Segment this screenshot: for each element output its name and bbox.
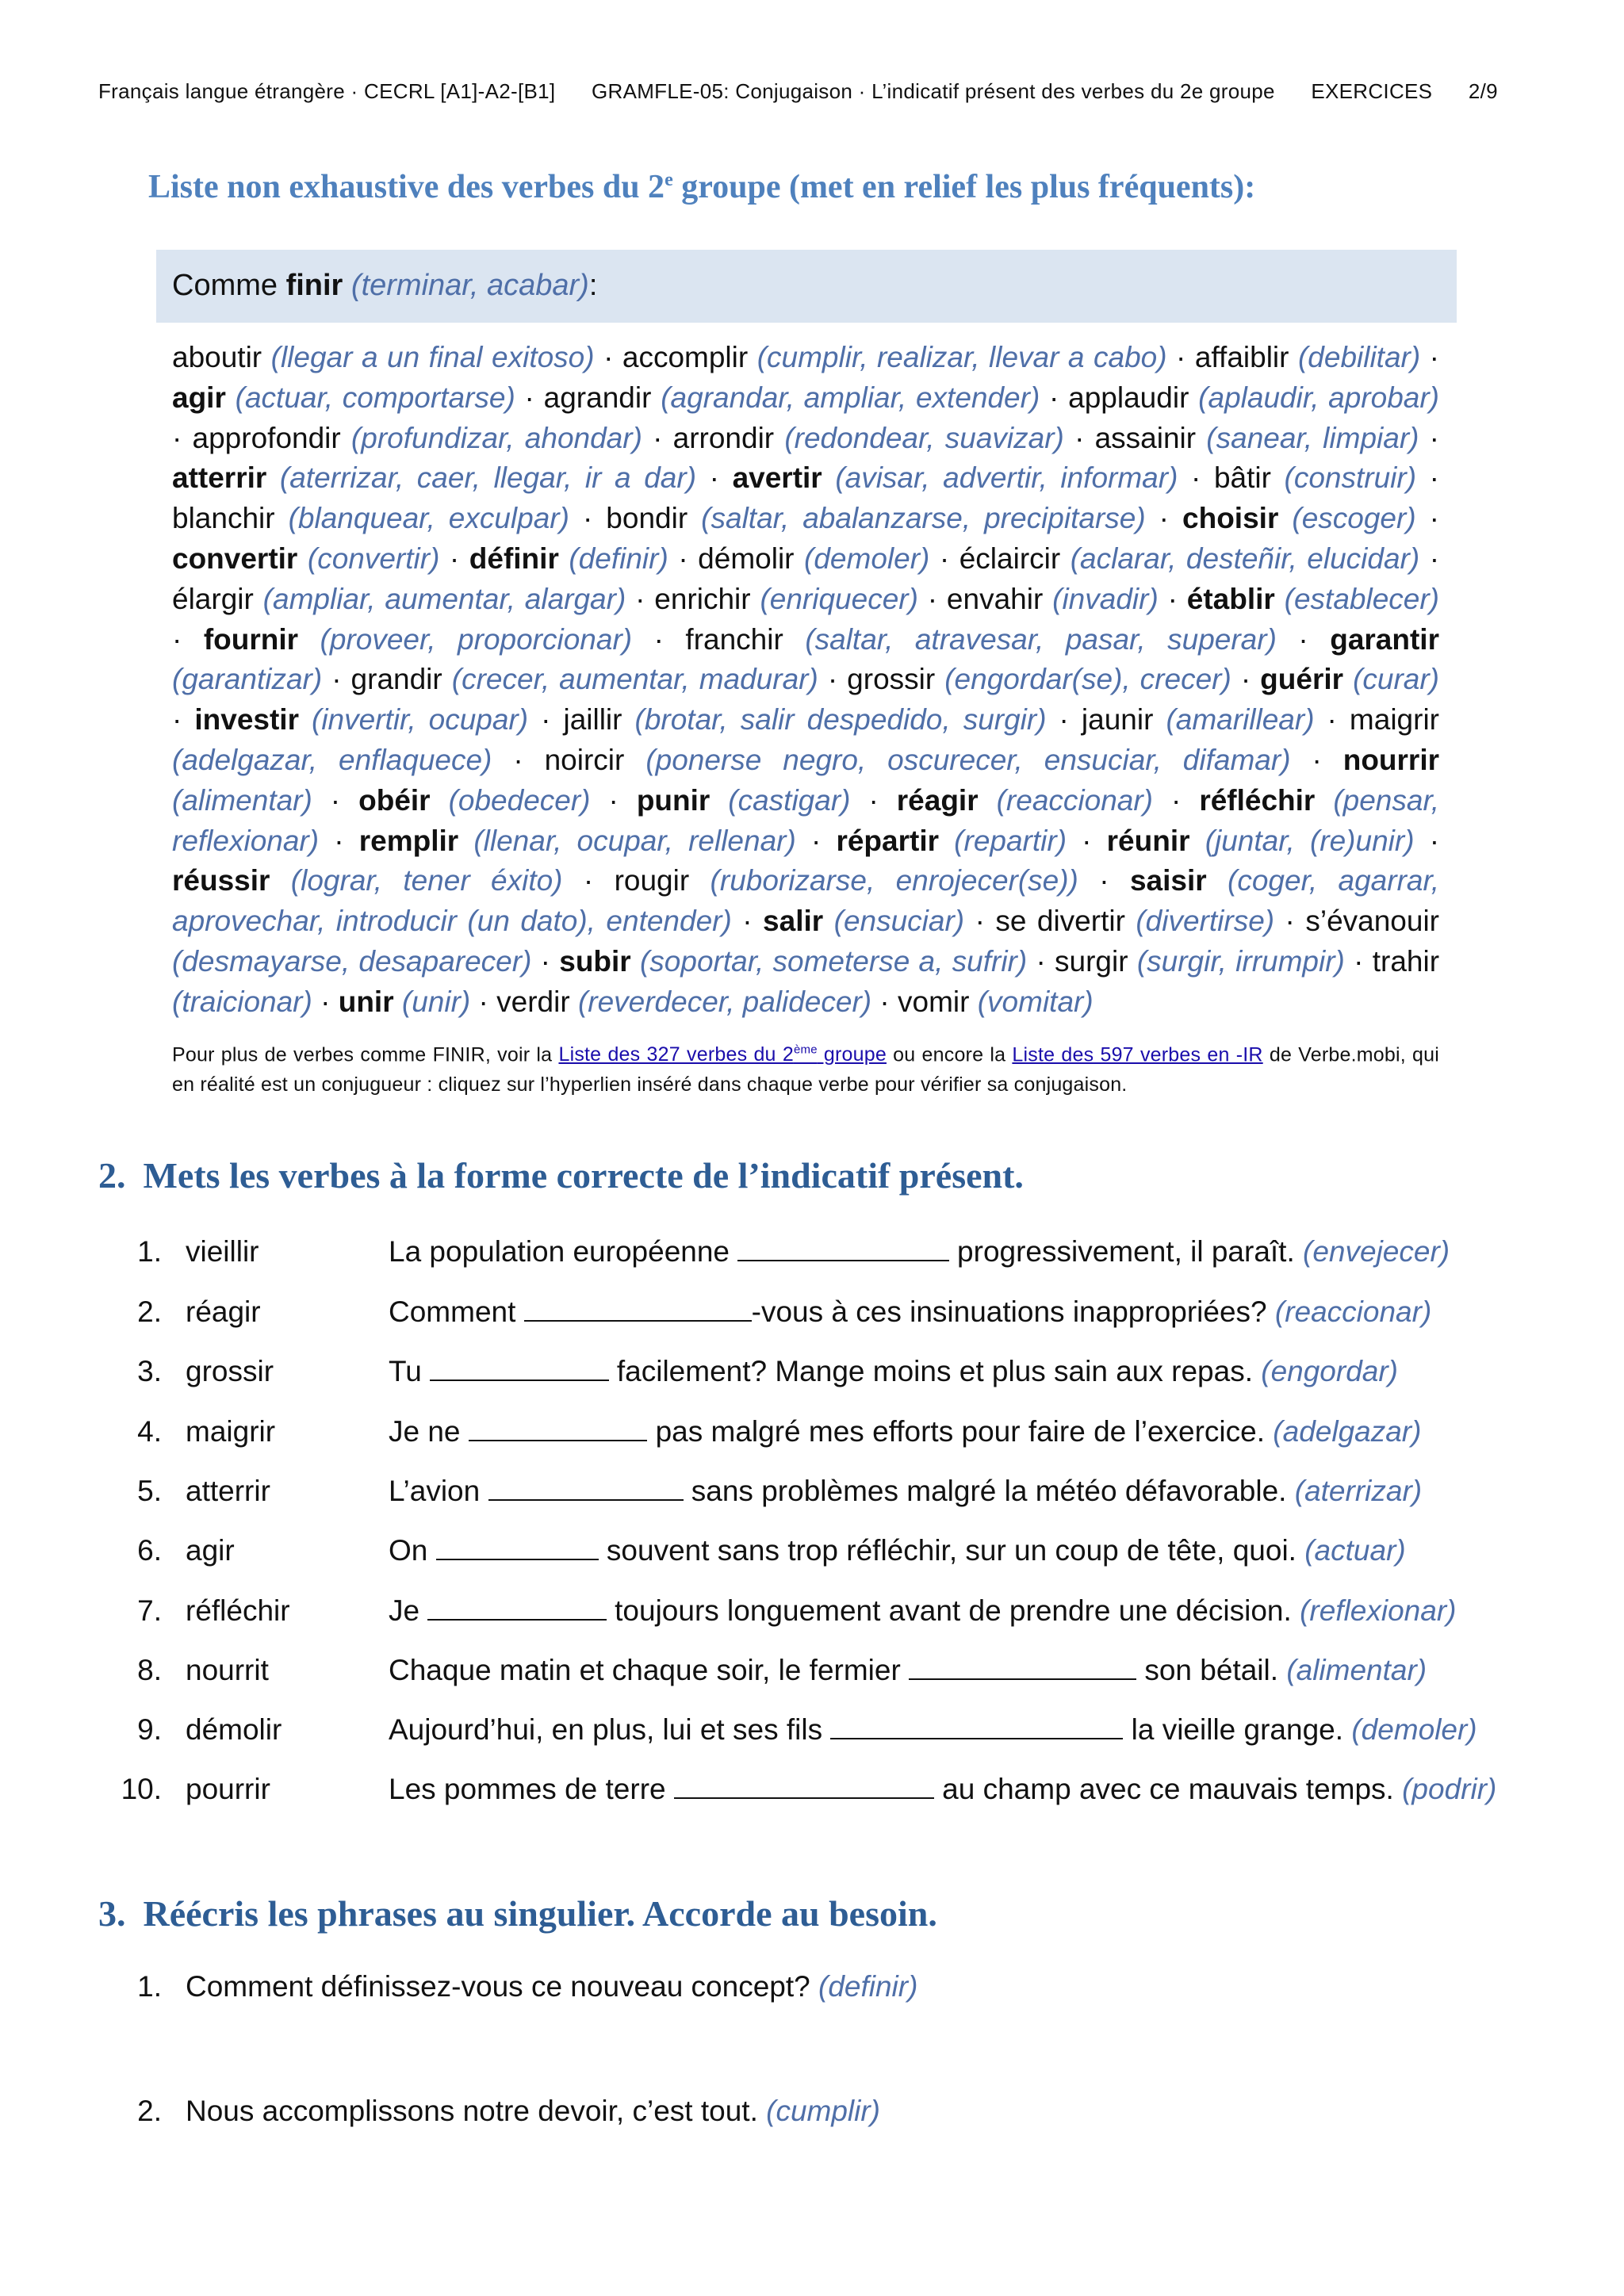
exercise-verb: démolir — [186, 1713, 282, 1746]
verb-translation: (demoler) — [804, 541, 930, 575]
verb-translation: (curar) — [1353, 663, 1440, 696]
verb-translation: (repartir) — [954, 824, 1067, 857]
rewrite-sentence — [186, 2095, 880, 2128]
verb-translation: (avisar, advertir, informar) — [835, 461, 1178, 495]
verb-list: aboutir (llegar a un final exitoso) · accomplir (cumplir, realizar, llevar a cabo) · affaiblir (debilitar) · agir (actuar, comportarse) · agrandir (agrandar, ampliar, extender) · applaudir (aplaudir, aprobar) · approfondir (profundizar, ahondar) · arrondir (redondear, suavizar) · assainir (sanear, limpiar) · atterrir (aterrizar, caer, llegar, ir a dar) · avertir (avisar, advertir, informar) · bâtir (construir) · blanchir (blanquear, exculpar) · bondir (saltar, abalanzarse, precipitarse) · choisir (escoger) · convertir (convertir) · définir (definir) · démolir (demoler) · éclaircir (aclarar, desteñir, elucidar) · élargir (ampliar, aumentar, alargar) · enrichir (enriquecer) · envahir (invadir) · établir (establecer) · fournir (proveer, proporcionar) · franchir (saltar, atravesar, pasar, superar) · garantir (garantizar) · grandir (crecer, aumentar, madurar) · grossir (engordar(se), crecer) · guérir (curar) · investir (invertir, ocupar) · jaillir (brotar, salir despedido, surgir) · jaunir (amarillear) · maigrir (adelgazar, enflaquece) · noircir (ponerse negro, oscurecer, ensuciar, difamar) · nourrir (alimentar) · obéir (obedecer) · punir (castigar) · réagir (reaccionar) · réfléchir (pensar, reflexionar) · remplir (llenar, ocupar, rellenar) · répartir (repartir) · réunir (juntar, (re)unir) · réussir (lograr, tener éxito) · rougir (ruborizarse, enrojecer(se)) · saisir (coger, agarrar, aprovechar, introducir (un dato), entender) · salir (ensuciar) · se divertir (divertirse) · s’évanouir (desmayarse, desaparecer) · subir (soportar, someterse a, sufrir) · surgir (surgir, irrumpir) · trahir (traicionar) · unir (unir) · verdir (reverdecer, palidecer) · vomir (vomitar) — [172, 341, 1440, 1018]
note-text-end: de Verbe.mobi, qui en réalité est un conjugueur : cliquez sur l’hyperlien inséré dans chaque verbe pour vérifier sa conjugaison. — [172, 1043, 1440, 1096]
verb-translation: (unir) — [401, 985, 471, 1018]
translation-hint: (cumplir) — [766, 2095, 881, 2127]
exercise-sentence — [389, 1295, 1431, 1329]
verb-translation: (convertir) — [307, 541, 440, 575]
verb-translation: (blanquear, exculpar) — [288, 502, 569, 535]
sentence-before: On — [389, 1534, 436, 1567]
verb-translation: (divertirse) — [1136, 905, 1275, 938]
sentence-after: sans problèmes malgré la météo défavorable. — [683, 1475, 1295, 1507]
verb-translation: (brotar, salir despedido, surgir) — [634, 703, 1047, 737]
answer-blank[interactable] — [737, 1236, 949, 1261]
verb-translation: (saltar, abalanzarse, precipitarse) — [701, 502, 1146, 535]
exercise-sentence — [389, 1534, 1406, 1567]
model-verb-translation: (terminar, acabar) — [350, 269, 589, 302]
answer-blank[interactable] — [469, 1416, 648, 1441]
verb-entry: jaillir — [563, 703, 622, 737]
sentence-before: Aujourd’hui, en plus, lui et ses fils — [389, 1713, 831, 1746]
exercise-row — [0, 1415, 1624, 1455]
section-3-title — [98, 1892, 937, 1934]
sentence-after: au champ avec ce mauvais temps. — [933, 1773, 1403, 1805]
verb-translation: (construir) — [1284, 461, 1417, 495]
exercise-number: 3. — [137, 1355, 162, 1387]
header-page-number: 2/9 — [1468, 79, 1498, 103]
verb-entry: choisir — [1182, 502, 1279, 535]
more-verbs-note — [172, 1035, 1439, 1100]
verb-translation: (proveer, proporcionar) — [320, 622, 633, 656]
exercise-sentence — [389, 1713, 1477, 1747]
translation-hint: (envejecer) — [1303, 1235, 1450, 1268]
answer-blank[interactable] — [674, 1774, 934, 1799]
header-kind: EXERCICES — [1311, 79, 1433, 103]
exercise-verb: grossir — [186, 1355, 274, 1387]
exercise-verb: vieillir — [186, 1235, 259, 1268]
model-verb: finir — [285, 269, 343, 302]
exercise-number: 1. — [137, 1235, 162, 1268]
verb-translation: (reverdecer, palidecer) — [577, 985, 872, 1018]
sentence-after: -vous à ces insinuations inappropriées? — [751, 1295, 1275, 1328]
verb-entry: rougir — [614, 864, 690, 897]
verb-entry: verdir — [496, 985, 570, 1018]
answer-blank[interactable] — [488, 1475, 684, 1501]
sentence-text: Comment définissez-vous ce nouveau concept? — [186, 1970, 818, 2003]
verb-translation: (coger, agarrar, aprovechar, introducir (un dato), entender) — [172, 864, 1440, 938]
verb-translation: (ponerse negro, oscurecer, ensuciar, difamar) — [645, 743, 1291, 776]
verb-translation: (lograr, tener éxito) — [290, 864, 563, 897]
sentence-before: Les pommes de terre — [389, 1773, 674, 1805]
verb-entry: applaudir — [1068, 381, 1189, 414]
verb-entry: garantir — [1330, 622, 1439, 656]
answer-blank[interactable] — [436, 1535, 599, 1560]
header-course: Français langue étrangère · CECRL [A1]-A2-[B1] — [98, 79, 556, 103]
exercise-row — [0, 1594, 1624, 1634]
verb-entry: réunir — [1106, 824, 1190, 857]
verb-entry: envahir — [946, 582, 1044, 615]
translation-hint: (demoler) — [1351, 1713, 1477, 1746]
translation-hint: (engordar) — [1261, 1355, 1399, 1387]
translation-hint: (aterrizar) — [1294, 1475, 1423, 1507]
verb-list-title-sup: e — [665, 170, 673, 190]
verb-translation: (establecer) — [1284, 582, 1440, 615]
verb-entry: accomplir — [622, 341, 749, 373]
verb-entry: se divertir — [995, 905, 1125, 938]
verb-translation: (aclarar, desteñir, elucidar) — [1070, 541, 1420, 575]
sentence-after: son bétail. — [1136, 1654, 1287, 1686]
verb-translation: (enriquecer) — [760, 582, 918, 615]
verb-entry: subir — [559, 944, 631, 978]
verb-translation: (engordar(se), crecer) — [944, 663, 1231, 696]
sentence-before: Je — [389, 1594, 428, 1627]
verb-entry: réfléchir — [1199, 783, 1316, 817]
sentence-after: facilement? Mange moins et plus sain aux repas. — [608, 1355, 1262, 1387]
verb-translation: (escoger) — [1292, 502, 1416, 535]
model-verb-line — [172, 269, 597, 303]
verb-translation: (agrandar, ampliar, extender) — [661, 381, 1040, 414]
exercise-sentence — [389, 1415, 1421, 1448]
verb-translation: (llenar, ocupar, rellenar) — [473, 824, 796, 857]
verb-translation: (soportar, someterse a, sufrir) — [639, 944, 1028, 978]
answer-blank[interactable] — [830, 1714, 1123, 1739]
verb-translation: (cumplir, realizar, llevar a cabo) — [756, 341, 1167, 373]
verb-entry: agrandir — [543, 381, 652, 414]
sentence-before: Tu — [389, 1355, 431, 1387]
answer-blank[interactable] — [427, 1595, 607, 1621]
exercise-sentence — [389, 1773, 1496, 1806]
verb-translation: (crecer, aumentar, madurar) — [451, 663, 818, 696]
verb-translation: (traicionar) — [172, 985, 312, 1018]
sentence-text: Nous accomplissons notre devoir, c’est tout. — [186, 2095, 767, 2127]
verb-entry: surgir — [1055, 944, 1128, 978]
verb-translation: (desmayarse, desaparecer) — [172, 944, 532, 978]
exercise-verb: réfléchir — [186, 1594, 290, 1627]
exercise-sentence — [389, 1594, 1456, 1628]
exercise-row — [0, 1713, 1624, 1753]
verb-entry: réagir — [896, 783, 979, 817]
verb-entry: grossir — [847, 663, 936, 696]
exercise-verb: nourrit — [186, 1654, 269, 1686]
verb-translation: (llegar a un final exitoso) — [270, 341, 595, 373]
sentence-after: toujours longuement avant de prendre une décision. — [606, 1594, 1300, 1627]
section-3-heading: Réécris les phrases au singulier. Accorde au besoin. — [143, 1893, 937, 1934]
verb-list-title-text-end: groupe (met en relief les plus fréquents): — [672, 169, 1256, 205]
verb-translation: (aterrizar, caer, llegar, ir a dar) — [279, 461, 697, 495]
verb-translation: (sanear, limpiar) — [1206, 421, 1419, 454]
verb-translation: (alimentar) — [172, 783, 312, 817]
verb-translation: (castigar) — [728, 783, 851, 817]
verb-entry: convertir — [172, 541, 298, 575]
header-module: GRAMFLE-05: Conjugaison · L’indicatif présent des verbes du 2e groupe — [591, 79, 1275, 103]
verb-entry: bâtir — [1213, 461, 1271, 495]
exercise-number: 9. — [137, 1713, 162, 1746]
verb-entry: arrondir — [672, 421, 775, 454]
verb-entry: assainir — [1094, 421, 1197, 454]
verb-translation: (redondear, suavizar) — [784, 421, 1064, 454]
verb-entry: guérir — [1260, 663, 1344, 696]
verb-translation: (actuar, comportarse) — [235, 381, 515, 414]
exercise-row — [0, 1475, 1624, 1514]
exercise-number: 10. — [121, 1773, 162, 1805]
verb-entry: salir — [763, 905, 824, 938]
model-verb-colon: : — [588, 269, 598, 302]
answer-blank[interactable] — [430, 1356, 609, 1381]
verb-entry: obéir — [358, 783, 431, 817]
answer-blank[interactable] — [909, 1655, 1136, 1680]
sentence-before: Chaque matin et chaque soir, le fermier — [389, 1654, 910, 1686]
verb-entry: enrichir — [654, 582, 751, 615]
sentence-after: souvent sans trop réfléchir, sur un coup de tête, quoi. — [598, 1534, 1305, 1567]
verb-translation: (garantizar) — [172, 663, 323, 696]
exercise-number: 6. — [137, 1534, 162, 1567]
verb-entry: trahir — [1372, 944, 1440, 978]
verb-entry: réussir — [172, 864, 270, 897]
verb-entry: nourrir — [1342, 743, 1440, 776]
exercise-number: 1. — [137, 1970, 162, 2003]
model-verb-box — [156, 250, 1457, 323]
section-3-number: 3. — [98, 1893, 126, 1934]
exercise-row — [0, 1295, 1624, 1335]
verb-entry: maigrir — [1349, 703, 1439, 737]
verb-translation: (adelgazar, enflaquece) — [172, 743, 492, 776]
section-2-title — [98, 1154, 1024, 1196]
exercise-verb: maigrir — [186, 1415, 276, 1448]
verb-translation: (reaccionar) — [996, 783, 1154, 817]
sentence-after: pas malgré mes efforts pour faire de l’exercice. — [647, 1415, 1274, 1448]
verb-entry: jaunir — [1081, 703, 1154, 737]
verb-entry: fournir — [203, 622, 299, 656]
verb-entry: éclaircir — [959, 541, 1061, 575]
verb-entry: s’évanouir — [1305, 905, 1439, 938]
verb-translation: (debilitar) — [1297, 341, 1421, 373]
verb-entry: punir — [636, 783, 710, 817]
translation-hint: (reaccionar) — [1274, 1295, 1432, 1328]
sentence-after: progressivement, il paraît. — [948, 1235, 1304, 1268]
verb-entry: définir — [469, 541, 559, 575]
exercise-number: 2. — [137, 1295, 162, 1328]
verb-entry: vomir — [898, 985, 970, 1018]
verb-entry: unir — [338, 985, 394, 1018]
verb-translation: (juntar, (re)unir) — [1205, 824, 1415, 857]
rewrite-sentence — [186, 1970, 917, 2003]
verb-entry: bondir — [606, 502, 688, 535]
verb-list-title — [148, 168, 1255, 206]
verb-entry: blanchir — [172, 502, 275, 535]
verb-entry: aboutir — [172, 341, 262, 373]
verb-translation: (pensar, reflexionar) — [172, 783, 1440, 857]
exercise-number: 4. — [137, 1415, 162, 1448]
translation-hint: (reflexionar) — [1300, 1594, 1457, 1627]
link-597-verbs[interactable]: Liste des 597 verbes en -IR — [1012, 1043, 1263, 1066]
page-header — [98, 79, 1526, 104]
verb-translation: (saltar, atravesar, pasar, superar) — [805, 622, 1277, 656]
exercise-row — [0, 1773, 1624, 1812]
verb-entry: avertir — [732, 461, 822, 495]
note-text: Pour plus de verbes comme FINIR, voir la — [172, 1043, 559, 1066]
exercise-row — [0, 1235, 1624, 1275]
verb-entry: élargir — [172, 582, 254, 615]
note-text-mid: ou encore la — [886, 1043, 1013, 1066]
verb-entry: investir — [194, 703, 299, 737]
verb-entry: agir — [172, 381, 226, 414]
verb-entry: atterrir — [172, 461, 267, 495]
verb-entry: grandir — [350, 663, 442, 696]
sentence-before: Comment — [389, 1295, 524, 1328]
translation-hint: (actuar) — [1304, 1534, 1406, 1567]
verb-translation: (invadir) — [1052, 582, 1159, 615]
exercise-sentence — [389, 1654, 1427, 1687]
verb-list-title-text: Liste non exhaustive des verbes du 2 — [148, 169, 665, 205]
sentence-after: la vieille grange. — [1123, 1713, 1352, 1746]
exercise-sentence — [389, 1475, 1422, 1508]
verb-translation: (obedecer) — [448, 783, 591, 817]
verb-entry: noircir — [544, 743, 625, 776]
verb-translation: (ampliar, aumentar, alargar) — [262, 582, 626, 615]
verb-translation: (invertir, ocupar) — [312, 703, 529, 737]
link-327-verbs[interactable]: Liste des 327 verbes du 2ème groupe — [558, 1043, 887, 1066]
exercise-number: 2. — [137, 2095, 162, 2127]
verb-translation: (profundizar, ahondar) — [350, 421, 642, 454]
verb-translation: (definir) — [569, 541, 668, 575]
exercise-verb: réagir — [186, 1295, 261, 1328]
exercise-row — [0, 1654, 1624, 1693]
exercise-number: 5. — [137, 1475, 162, 1507]
section-2-number: 2. — [98, 1155, 126, 1196]
translation-hint: (adelgazar) — [1273, 1415, 1422, 1448]
sentence-before: La population européenne — [389, 1235, 738, 1268]
exercise-verb: agir — [186, 1534, 235, 1567]
verb-translation: (ensuciar) — [833, 905, 965, 938]
verb-translation: (surgir, irrumpir) — [1136, 944, 1345, 978]
translation-hint: (definir) — [818, 1970, 918, 2003]
verb-entry: franchir — [685, 622, 783, 656]
verb-entry: remplir — [358, 824, 459, 857]
exercise-row — [0, 1534, 1624, 1574]
verb-translation: (aplaudir, aprobar) — [1198, 381, 1440, 414]
verb-entry: affaiblir — [1194, 341, 1289, 373]
verb-entry: saisir — [1129, 864, 1207, 897]
section-2-heading: Mets les verbes à la forme correcte de l’indicatif présent. — [143, 1155, 1024, 1196]
translation-hint: (podrir) — [1402, 1773, 1497, 1805]
exercise-number: 7. — [137, 1594, 162, 1627]
model-verb-prefix: Comme — [172, 269, 286, 302]
verb-entry: approfondir — [192, 421, 341, 454]
exercise-verb: atterrir — [186, 1475, 270, 1507]
verb-entry: établir — [1186, 582, 1275, 615]
verb-entry: répartir — [836, 824, 939, 857]
answer-blank[interactable] — [524, 1296, 752, 1322]
sentence-before: Je ne — [389, 1415, 469, 1448]
exercise-sentence — [389, 1235, 1450, 1269]
verb-entry: démolir — [698, 541, 795, 575]
verb-translation: (amarillear) — [1166, 703, 1315, 737]
exercise-row — [0, 1355, 1624, 1395]
sentence-before: L’avion — [389, 1475, 488, 1507]
exercise-number: 8. — [137, 1654, 162, 1686]
exercise-verb: pourrir — [186, 1773, 270, 1805]
verb-translation: (vomitar) — [977, 985, 1094, 1018]
exercise-sentence — [389, 1355, 1398, 1388]
verb-translation: (ruborizarse, enrojecer(se)) — [710, 864, 1078, 897]
translation-hint: (alimentar) — [1286, 1654, 1427, 1686]
